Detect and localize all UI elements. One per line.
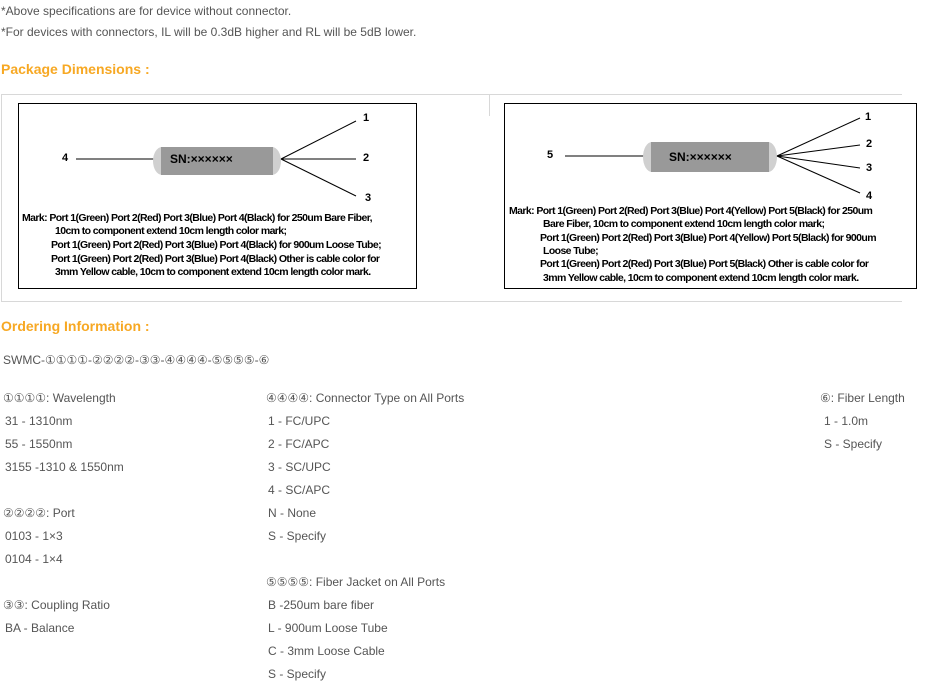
port-label-2: 2 — [866, 138, 873, 150]
option-label-fiber-jacket: ⑤⑤⑤⑤: Fiber Jacket on All Ports — [266, 575, 446, 589]
mark-line: Mark: Port 1(Green) Port 2(Red) Port 3(Blue) Port 4(Yellow) Port 5(Black) for 250um — [509, 205, 873, 217]
mark-line: Port 1(Green) Port 2(Red) Port 3(Blue) Port 5(Black) Other is cable color for — [540, 258, 869, 270]
mark-line: Port 1(Green) Port 2(Red) Port 3(Blue) Port 4(Black) for 900um Loose Tube; — [51, 239, 381, 251]
option-item: B -250um bare fiber — [268, 598, 375, 612]
serial-label: SN:×××××× — [669, 150, 732, 164]
option-item: 4 - SC/APC — [268, 483, 331, 497]
part-number-format: SWMC-①①①①-②②②②-③③-④④④④-⑤⑤⑤⑤-⑥ — [3, 353, 270, 367]
option-item: 3155 -1310 & 1550nm — [5, 460, 124, 474]
port-label-3: 3 — [365, 192, 372, 204]
note-with-connector: *For devices with connectors, IL will be 0.3dB higher and RL will be 5dB lower. — [1, 25, 417, 39]
option-item: 55 - 1550nm — [5, 437, 73, 451]
mark-line: Port 1(Green) Port 2(Red) Port 3(Blue) Port 4(Yellow) Port 5(Black) for 900um — [540, 232, 876, 244]
option-label-port: ②②②②: Port — [3, 506, 75, 520]
frame-divider — [489, 94, 490, 116]
option-label-coupling-ratio: ③③: Coupling Ratio — [3, 598, 110, 612]
option-item: N - None — [268, 506, 317, 520]
port-label-1: 1 — [363, 112, 370, 124]
port-label-3: 3 — [866, 162, 873, 174]
option-item: L - 900um Loose Tube — [268, 621, 388, 635]
mark-line: 10cm to component extend 10cm length color mark; — [55, 225, 287, 237]
serial-label: SN:×××××× — [170, 152, 233, 166]
option-label-fiber-length: ⑥: Fiber Length — [820, 391, 905, 405]
mark-line: 3mm Yellow cable, 10cm to component extend 10cm length color mark. — [55, 266, 371, 278]
mark-line: Loose Tube; — [543, 245, 599, 257]
option-item: 2 - FC/APC — [268, 437, 330, 451]
option-item: 0103 - 1×3 — [5, 529, 63, 543]
option-item: S - Specify — [824, 437, 883, 451]
port-label-1: 1 — [865, 111, 872, 123]
option-item: 1 - 1.0m — [824, 414, 869, 428]
option-item: BA - Balance — [5, 621, 75, 635]
package-dimensions-title: Package Dimensions : — [1, 61, 150, 77]
option-item: 3 - SC/UPC — [268, 460, 331, 474]
option-item: C - 3mm Loose Cable — [268, 644, 385, 658]
diagram-1x4 — [504, 103, 917, 289]
mark-line: Mark: Port 1(Green) Port 2(Red) Port 3(Blue) Port 4(Black) for 250um Bare Fiber, — [22, 212, 372, 224]
option-label-connector-type: ④④④④: Connector Type on All Ports — [266, 391, 465, 405]
mark-line: Port 1(Green) Port 2(Red) Port 3(Blue) Port 4(Black) Other is cable color for — [51, 253, 380, 265]
port-label-2: 2 — [363, 152, 370, 164]
option-item: S - Specify — [268, 529, 327, 543]
port-label-4: 4 — [866, 190, 873, 202]
diagram-1x3 — [18, 103, 417, 289]
option-item: S - Specify — [268, 667, 327, 681]
option-label-wavelength: ①①①①: Wavelength — [3, 391, 116, 405]
mark-line: 3mm Yellow cable, 10cm to component extend 10cm length color mark. — [543, 272, 859, 284]
port-label-input: 4 — [62, 152, 69, 164]
mark-line: Bare Fiber, 10cm to component extend 10cm length color mark; — [543, 218, 825, 230]
note-without-connector: *Above specifications are for device without connector. — [1, 4, 292, 18]
option-item: 0104 - 1×4 — [5, 552, 63, 566]
option-item: 1 - FC/UPC — [268, 414, 331, 428]
option-item: 31 - 1310nm — [5, 414, 73, 428]
port-label-input: 5 — [547, 149, 554, 161]
ordering-information-title: Ordering Information : — [1, 318, 150, 334]
